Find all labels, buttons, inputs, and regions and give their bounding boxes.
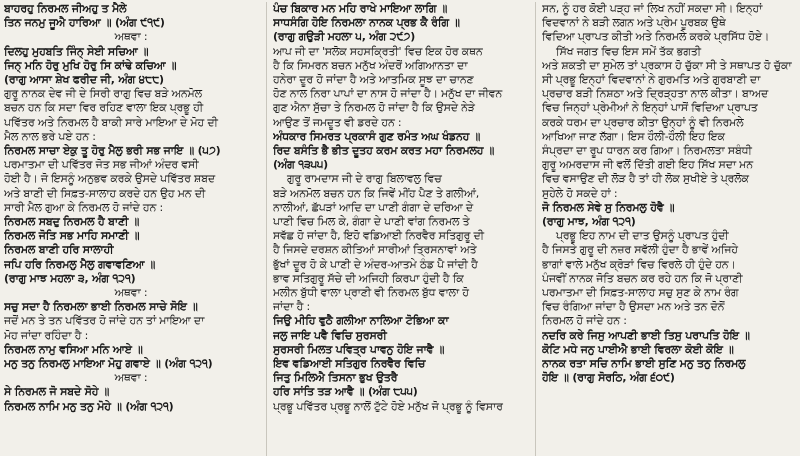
text-line: ਪੰਜਵੀਂ ਨਾਨਕ ਜੋਤਿ ਬਚਨ ਕਰ ਰਹੇ ਹਨ ਕਿ ਜੋ ਪ੍ਰਾਣੀ — [542, 271, 743, 285]
quote-line: (ਅੰਗ ੧੩੫੫) — [273, 158, 328, 172]
quote-line: ਨਾਨਕ ਰਤਾ ਸਚਿ ਨਾਮਿ ਭਾਈ ਸੁਣਿ ਮਨੁ ਤਨੁ ਨਿਰਮਲੁ — [542, 357, 746, 371]
quote-line: ਨਿਰਮਲ ਨਾਮੁ ਵਸਿਆ ਮਨਿ ਆਏ ॥ — [4, 342, 143, 356]
quote-line: ਕੋਟਿ ਮਧੇ ਜਨੁ ਪਾਈਐ ਭਾਈ ਵਿਰਲਾ ਕੋਈ ਕੋਇ ॥ — [542, 342, 734, 356]
text-line: ਕਰਕੇ ਧਰਮ ਦਾ ਪ੍ਰਚਾਰ ਕੀਤਾ ਉਨ੍ਹਾਂ ਨੂੰ ਵੀ ਨਿਰਮਲੇ — [542, 115, 744, 129]
quote-line: ਨਿਰਮਲ ਸਾਚਾ ਏਕੁ ਤੂ ਹੋਰੁ ਮੈਲੁ ਭਰੀ ਸਭ ਜਾਇ ॥ (੫੭) — [4, 144, 221, 158]
quote-line: (ਰਾਗੁ ਗਉੜੀ ਮਹਲਾ ੫, ਅੰਗ ੨੯੭) — [273, 30, 416, 44]
quote-line: ਨਦਰਿ ਕਰੇ ਜਿਸੁ ਆਪਣੀ ਭਾਈ ਤਿਸੁ ਪਰਾਪਤਿ ਹੋਇ ॥ — [542, 328, 750, 342]
text-line: ਪ੍ਰਭੂ ਇਹ ਨਾਮ ਦੀ ਦਾਤ ਉਸਨੂੰ ਪ੍ਰਾਪਤ ਹੁੰਦੀ — [556, 229, 729, 243]
text-line: ਸਾਰੀ ਮੈਲ ਗੁਆ ਕੇ ਨਿਰਮਲ ਹੋ ਜਾਂਦੇ ਹਨ : — [4, 200, 163, 214]
text-line: ਗੁਰੂ ਨਾਨਕ ਦੇਵ ਜੀ ਦੇ ਸਿਰੀ ਰਾਗੁ ਵਿਚ ਬੜੇ ਅਨਮੋਲ — [4, 87, 202, 101]
quote-line: ਤਿਨ ਜਨਮੁ ਜੂਐ ਹਾਰਿਆ ॥ (ਅੰਗ ੯੧੯) — [4, 16, 165, 30]
text-line: ਵਿਚ ਜਿਨ੍ਹਾਂ ਪ੍ਰੇਮੀਆਂ ਨੇ ਇਨ੍ਹਾਂ ਪਾਸੋਂ ਵਿਦਿਆ ਪ੍ਰਾਪਤ — [542, 101, 758, 115]
text-line: ਸਵੱਛ ਹੋ ਜਾਂਦਾ ਹੈ, ਇਹੋ ਵਡਿਆਈ ਨਿਰਵੈਰ ਸਤਿਗੁਰੂ ਦੀ — [273, 229, 484, 243]
quote-line: ਅੰਧਕਾਰ ਸਿਮਰਤ ਪ੍ਰਕਾਸੰ ਗੁਣ ਰਮੰਤ ਅਘ ਖੰਡਨਹ ॥ — [273, 129, 481, 143]
text-line: ਭਾਗਾਂ ਵਾਲੇ ਮਨੁੱਖ ਕ੍ਰੋੜਾਂ ਵਿਚ ਵਿਰਲੇ ਹੀ ਹੁੰਦੇ ਹਨ। — [542, 257, 736, 271]
text-line: ਸਿੱਖ ਜਗਤ ਵਿਚ ਇਸ ਸਮੇਂ ਤੱਕ ਭਗਤੀ — [556, 44, 701, 58]
text-line: ਹੈ ਜਿਸਦੇ ਦਰਸ਼ਨ ਕੀਤਿਆਂ ਸਾਰੀਆਂ ਤ੍ਰਿਸਨਾਵਾਂ ਅਤੇ — [273, 243, 477, 257]
quote-line: ਸਾਧਸੰਗਿ ਹੋਇ ਨਿਰਮਲਾ ਨਾਨਕ ਪ੍ਰਭ ਕੈ ਰੰਗਿ ॥ — [273, 16, 460, 30]
text-line: ਮੋਹ ਜਾਂਦਾ ਰਹਿੰਦਾ ਹੈ : — [4, 328, 89, 342]
quote-line: (ਰਾਗੁ ਆਸਾ ਸ਼ੇਖ ਫਰੀਦ ਜੀ, ਅੰਗ ੪੮੮) — [4, 73, 164, 87]
text-line: ਅਤੇ ਸ਼ਕਤੀ ਦਾ ਸੁਮੇਲ ਤਾਂ ਪ੍ਰਕਾਸ ਹੋ ਚੁੱਕਾ ਸੀ ਤੇ ਸਥਾਪਤ ਹੋ ਚੁੱਕਾ — [542, 58, 792, 72]
text-line: ਨਿਰਮਲ ਹੋ ਜਾਂਦੇ ਹਨ : — [542, 314, 627, 328]
quote-line: ਬਾਹਰਹੁ ਨਿਰਮਲ ਜੀਅਹੁ ਤ ਮੈਲੇ — [4, 2, 127, 15]
quote-line: ਸੁਰਸਰੀ ਮਿਲਤ ਪਵਿਤ੍ਰ ਪਾਵਨੁ ਹੋਇ ਜਾਵੈ ॥ — [273, 342, 445, 356]
text-line: ਭਾਵ ਸਤਿਗੁਰੂ ਸੱਚੇ ਦੀ ਅਜਿਹੀ ਕਿਰਪਾ ਹੁੰਦੀ ਹੈ ਕਿ — [273, 271, 464, 285]
text-line: ਜਦੋਂ ਮਨ ਤੇ ਤਨ ਪਵਿੱਤਰ ਹੋ ਜਾਂਦੇ ਹਨ ਤਾਂ ਮਾਇਆ ਦਾ — [4, 314, 205, 328]
text-line: ਸੰਪ੍ਰਦਾ ਦਾ ਰੂਪ ਧਾਰਨ ਕਰ ਗਿਆ। ਨਿਰਮਲਤਾ ਸਬੰਧੀ — [542, 144, 752, 158]
quote-line: ਨਿਰਮਲ ਨਾਮਿ ਮਨੁ ਤਨੁ ਮੋਹੇ ॥ (ਅੰਗ ੧੨੧) — [4, 399, 174, 413]
text-line: ਗੁਰੂ ਰਾਮਦਾਸ ਜੀ ਦੇ ਰਾਗੁ ਬਿਲਾਵਲੁ ਵਿਚ — [287, 172, 442, 186]
text-line: ਆਪ ਜੀ ਦਾ 'ਸਲੋਕ ਸਹਸਕ੍ਰਿਤੀ' ਵਿਚ ਇਕ ਹੋਰ ਕਥਨ — [273, 44, 483, 58]
separator-label: ਅਥਵਾ : — [114, 30, 148, 44]
quote-line: ਨਿਰਮਲ ਸਬਦੁ ਨਿਰਮਲ ਹੈ ਬਾਣੀ ॥ — [4, 215, 140, 229]
text-line: ਵਿਦਿਆ ਪ੍ਰਾਪਤ ਕੀਤੀ ਅਤੇ ਨਿਰਮਲੇ ਕਰਕੇ ਪ੍ਰਸਿੱਧ ਹੋਏ। — [542, 30, 770, 44]
quote-line: ਸੇ ਨਿਰਮਲ ਜੋ ਸਬਦੇ ਸੋਹੇ ॥ — [4, 385, 110, 399]
quote-line: ਨਿਰਮਲ ਬਾਣੀ ਹਰਿ ਸਾਲਾਹੀ — [4, 243, 114, 257]
text-line: ਪਾਣੀ ਵਿਚ ਮਿਲ ਕੇ, ਗੰਗਾ ਦੇ ਪਾਣੀ ਵਾਂਗ ਨਿਰਮਲ ਤੇ — [273, 215, 470, 229]
text-column-1 — [4, 2, 258, 456]
text-line: ਵਿਦਵਾਨਾਂ ਨੇ ਬੜੀ ਲਗਨ ਅਤੇ ਪ੍ਰੇਮ ਪੂਰਬਕ ਉਥੇ — [542, 16, 726, 30]
text-line: ਨਾਲੀਆਂ, ਛੱਪੜਾਂ ਆਦਿ ਦਾ ਪਾਣੀ ਗੰਗਾ ਦੇ ਦਰਿਆ ਦੇ — [273, 200, 474, 214]
text-line: ਹੋਈ ਹੈ। ਜੋ ਇਸਨੂੰ ਅਨੁਭਵ ਕਰਕੇ ਉਸਦੇ ਪਵਿੱਤਰ ਸ਼ਬਦ — [4, 172, 215, 186]
text-line: ਸੁਹੇਲੇ ਹੋ ਸਕਦੇ ਹਾਂ : — [542, 186, 618, 200]
text-line: ਅਤੇ ਬਾਣੀ ਦੀ ਸਿਫ਼ਤ-ਸਾਲਾਹ ਕਰਦੇ ਹਨ ਉਹ ਮਨ ਦੀ — [4, 186, 206, 200]
text-line: ਗੁਣ ਐਨਾ ਸੁੱਚਾ ਤੇ ਨਿਰਮਲ ਹੋ ਜਾਂਦਾ ਹੈ ਕਿ ਉਸਦੇ ਨੇੜੇ — [273, 101, 475, 115]
text-line: ਪਰਮਾਤਮਾ ਦੀ ਸਿਫ਼ਤ-ਸਾਲਾਹ ਸਚੁ ਸੁਣ ਕੇ ਨਾਮ ਰੰਗ — [542, 286, 739, 300]
text-line: ਵਿਚ ਵਸਾਉਣ ਦੀ ਲੋੜ ਹੈ ਤਾਂ ਹੀ ਲੋਕ ਸੁਖੀਏ ਤੇ ਪ੍ਰਲੋਕ — [542, 172, 749, 186]
quote-line: ਜਿਤੁ ਮਿਲਿਐ ਤਿਸਨਾ ਭੁਖ ਉਤਰੈ — [273, 371, 398, 385]
quote-line: ਦਿਲਹੁ ਮੁਹਬਤਿ ਜਿੰਨ੍ ਸੇਈ ਸਚਿਆ ॥ — [4, 44, 149, 58]
text-line: ਪਵਿੱਤਰ ਅਤੇ ਨਿਰਮਲ ਹੈ ਬਾਕੀ ਸਾਰੇ ਮਾਇਆ ਦੇ ਮੋਹ ਦੀ — [4, 115, 218, 129]
quote-line: ਜਿਉ ਮੀਹਿ ਵੁਠੈ ਗਲੀਆ ਨਾਲਿਆ ਟੋਭਿਆ ਕਾ — [273, 314, 449, 328]
text-line: ਬੜੇ ਅਨਮੋਲ ਬਚਨ ਹਨ ਕਿ ਜਿਵੇਂ ਮੀਂਹ ਪੈਣ ਤੇ ਗਲੀਆਂ, — [273, 186, 480, 200]
text-column-2 — [266, 2, 527, 456]
quote-line: ਜੋ ਨਿਰਮਲ ਸੇਵੇ ਸੁ ਨਿਰਮਲੁ ਹੋਵੈ ॥ — [542, 200, 675, 214]
quote-line: ਰਿਦ ਬਸੰਤਿ ਭੈ ਭੀਤ ਦੂਤਹ ਕਰਮ ਕਰਤ ਮਹਾ ਨਿਰਮਲਹ ॥ — [273, 144, 495, 158]
quote-line: ਹੋਇ ॥ (ਰਾਗੁ ਸੋਰਠਿ, ਅੰਗ ੬੦੯) — [542, 371, 675, 385]
text-line: ਆਉਣ ਤੋਂ ਜਮਦੂਤ ਵੀ ਡਰਦੇ ਹਨ : — [273, 115, 402, 129]
quote-line: ਪੰਚ ਬਿਕਾਰ ਮਨ ਮਹਿ ਰਾਖੇ ਮਾਇਆ ਲਾਗਿ ॥ — [273, 2, 448, 15]
quote-line: (ਰਾਗੁ ਮਾਝ ਮਹਲਾ ੩, ਅੰਗ ੧੨੧) — [4, 271, 136, 285]
quote-line: ਇਵ ਵਡਿਆਈ ਸਤਿਗੁਰ ਨਿਰਵੈਰ ਵਿਚਿ — [273, 357, 426, 371]
text-line: ਹਨੇਰਾ ਦੂਰ ਹੋ ਜਾਂਦਾ ਹੈ ਅਤੇ ਆਤਮਿਕ ਸੂਝ ਦਾ ਚਾਨਣ — [273, 73, 474, 87]
text-line: ਹੈ ਜਿਸਤੇ ਗੁਰੂ ਦੀ ਨਜ਼ਰ ਸਵੱਲੀ ਹੁੰਦਾ ਹੈ ਭਾਵੇਂ ਅਜਿਹੇ — [542, 243, 738, 257]
quote-line: ਜਪਿ ਹਰਿ ਨਿਰਮਲੁ ਮੈਲੁ ਗਵਾਵਣਿਆ ॥ — [4, 257, 156, 271]
text-line: ਭੁੱਖਾਂ ਦੂਰ ਹੋ ਕੇ ਪਾਣੀ ਦੇ ਅੰਦਰ-ਆਤਮੇ ਠੰਡ ਪੈ ਜਾਂਦੀ ਹੈ — [273, 257, 478, 271]
text-line: ਮਲੀਨ ਬੁੱਧੀ ਵਾਲਾ ਪ੍ਰਾਣੀ ਵੀ ਨਿਰਮਲ ਬੁੱਧ ਵਾਲਾ ਹੋ — [273, 286, 469, 300]
quote-line: ਮਨੁ ਤਨੁ ਨਿਰਮਲੁ ਮਾਇਆ ਮੋਹੁ ਗਵਾਏ ॥ (ਅੰਗ ੧੨੧) — [4, 357, 213, 371]
text-line: ਵਿਚ ਰੰਗਿਆ ਜਾਂਦਾ ਹੈ ਉਸਦਾ ਮਨ ਅਤੇ ਤਨ ਦੋਨੋਂ — [542, 300, 725, 314]
text-line: ਪਰਮਾਤਮਾ ਦੀ ਪਵਿੱਤਰ ਜੋਤ ਸਭ ਜੀਆਂ ਅੰਦਰ ਵਸੀ — [4, 158, 199, 172]
text-line: ਪ੍ਰਚਾਰ ਬੜੀ ਨਿਸ਼ਠਾ ਅਤੇ ਦ੍ਰਿੜ੍ਹਤਾ ਨਾਲ ਕੀਤਾ। ਬਾਅਦ — [542, 87, 769, 101]
text-line: ਹੈ ਕਿ ਸਿਮਰਨ ਬਚਨ ਮਨੁੱਖ ਅੰਦਰੋਂ ਅਗਿਆਨਤਾ ਦਾ — [273, 58, 468, 72]
quote-line: ਸਚੁ ਸਦਾ ਹੈ ਨਿਰਮਲਾ ਭਾਈ ਨਿਰਮਲ ਸਾਚੇ ਸੋਇ ॥ — [4, 300, 198, 314]
text-line: ਪ੍ਰਭੂ ਪਵਿੱਤਰ ਪ੍ਰਭੂ ਨਾਲੋਂ ਟੁੱਟੇ ਹੋਏ ਮਨੁੱਖ ਜੋ ਪ੍ਰਭੂ ਨੂੰ ਵਿਸਾਰ — [273, 399, 503, 413]
text-line: ਆਖਿਆ ਜਾਣ ਲੱਗਾ। ਇਸ ਹੌਲੀ-ਹੌਲੀ ਇਹ ਇਕ — [542, 129, 725, 143]
quote-line: ਜਲੁ ਜਾਇ ਪਵੈ ਵਿਚਿ ਸੁਰਸਰੀ — [273, 328, 387, 342]
quote-line: (ਰਾਗੁ ਮਾਝ, ਅੰਗ ੧੨੧) — [542, 215, 636, 229]
text-line: ਬਚਨ ਹਨ ਕਿ ਸਦਾ ਵਿਰ ਰਹਿਣ ਵਾਲਾ ਇਕ ਪ੍ਰਭੂ ਹੀ — [4, 101, 203, 115]
text-line: ਜਾਂਦਾ ਹੈ : — [273, 300, 310, 314]
text-line: ਮੈਲ ਨਾਲ ਭਰੇ ਪਏ ਹਨ : — [4, 129, 96, 143]
quote-line: ਨਿਰਮਲ ਜੋਤਿ ਸਭ ਮਾਹਿ ਸਮਾਣੀ ॥ — [4, 229, 140, 243]
quote-line: ਜਿਨ੍ ਮਨਿ ਹੋਰੁ ਮੁਖਿ ਹੋਰੁ ਸਿ ਕਾਂਢੇ ਕਚਿਆ ॥ — [4, 58, 177, 72]
text-line: ਹੋਣ ਨਾਲ ਨਿਰਾ ਪਾਪਾਂ ਦਾ ਨਾਸ ਹੋ ਜਾਂਦਾ ਹੈ। ਮਨੁੱਖ ਦਾ ਜੀਵਨ — [273, 87, 503, 101]
text-column-3 — [535, 2, 796, 456]
separator-label: ਅਥਵਾ : — [114, 371, 148, 385]
text-line: ਗੁਰੂ ਅਮਰਦਾਸ ਜੀ ਵਲੋਂ ਦਿੱਤੀ ਗਈ ਇਹ ਸਿੱਖ ਸਦਾ ਮਨ — [542, 158, 753, 172]
quote-line: ਹਰਿ ਸਾਂਤਿ ਤੜ ਆਵੈ ॥ (ਅੰਗ ੮੫੫) — [273, 385, 418, 399]
separator-label: ਅਥਵਾ : — [114, 286, 148, 300]
text-line: ਸਨ, ਨੂੰ ਹਰ ਕੋਈ ਪੜ੍ਹ ਜਾਂ ਲਿਖ ਨਹੀਂ ਸਕਦਾ ਸੀ। ਇਨ੍ਹਾਂ — [542, 2, 763, 15]
text-line: ਸੀ ਪ੍ਰਭੂ ਇਨ੍ਹਾਂ ਵਿਦਵਾਨਾਂ ਨੇ ਗੁਰਮਤਿ ਅਤੇ ਗੁਰਬਾਣੀ ਦਾ — [542, 73, 761, 87]
